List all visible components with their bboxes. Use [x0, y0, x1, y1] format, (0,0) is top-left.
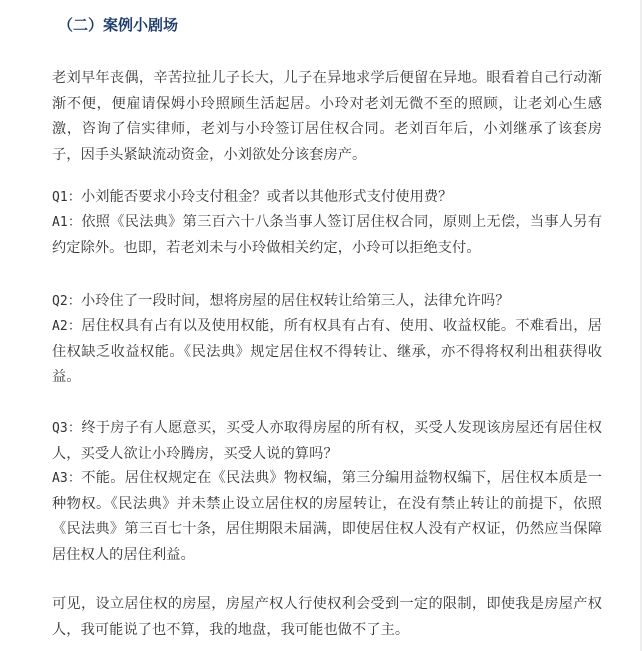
- answer-2: [52, 314, 602, 391]
- conclusion-paragraph: 可见，设立居住权的房屋，房屋产权人行使权利会受到一定的限制，即使我是房屋产权人，我可能说了也不算，我的地盘，我可能也做不了主。: [52, 596, 602, 638]
- question-1: [52, 185, 602, 211]
- question-3-mark: Q3：: [52, 421, 82, 436]
- question-2: [52, 289, 602, 315]
- answer-1-mark: A1：: [52, 215, 82, 230]
- answer-2-text: 居住权具有占有以及使用权能，所有权具有占有、使用、收益权能。不难看出，居住权缺乏收益权能。《民法典》规定居住权不得转让、继承，亦不得将权利出租获得收益。: [52, 318, 602, 385]
- question-2-mark: Q2：: [52, 294, 81, 309]
- question-2-text: 小玲住了一段时间，想将房屋的居住权转让给第三人，法律允许吗？: [80, 293, 510, 309]
- question-1-mark: Q1：: [52, 190, 81, 205]
- answer-1: [52, 210, 602, 261]
- question-1-text: 小刘能否要求小玲支付租金？或者以其他形式支付使用费？: [80, 189, 453, 205]
- answer-3: [52, 466, 602, 568]
- answer-2-mark: A2：: [52, 319, 82, 334]
- intro-paragraph: 老刘早年丧偶，辛苦拉扯儿子长大，儿子在异地求学后便留在异地。眼看着自己行动渐渐不便，便雇请保姆小玲照顾生活起居。小玲对老刘无微不至的照顾，让老刘心生感激，咨询了信实律师，老刘与小玲签订居住权合同。老刘百年后，小刘继承了该套房子，因手头紧缺流动资金，小刘欲处分该套房产。: [52, 70, 602, 163]
- section-heading: （二）案例小剧场: [58, 16, 179, 34]
- answer-3-text: 不能。居住权规定在《民法典》物权编，第三分编用益物权编下，居住权本质是一种物权。《民法典》并未禁止设立居住权的房屋转让，在没有禁止转让的前提下，依照《民法典》第三百七十条，居住期限未届满，即使居住权人没有产权证，仍然应当保障居住权人的居住利益。: [52, 470, 602, 563]
- question-3: [52, 416, 602, 467]
- question-3-text: 终于房子有人愿意买，买受人亦取得房屋的所有权，买受人发现该房屋还有居住权人，买受人欲让小玲腾房，买受人说的算吗？: [52, 420, 602, 462]
- answer-3-mark: A3：: [52, 471, 82, 486]
- answer-1-text: 依照《民法典》第三百六十八条当事人签订居住权合同，原则上无偿，当事人另有约定除外。也即，若老刘未与小玲做相关约定，小玲可以拒绝支付。: [52, 214, 602, 256]
